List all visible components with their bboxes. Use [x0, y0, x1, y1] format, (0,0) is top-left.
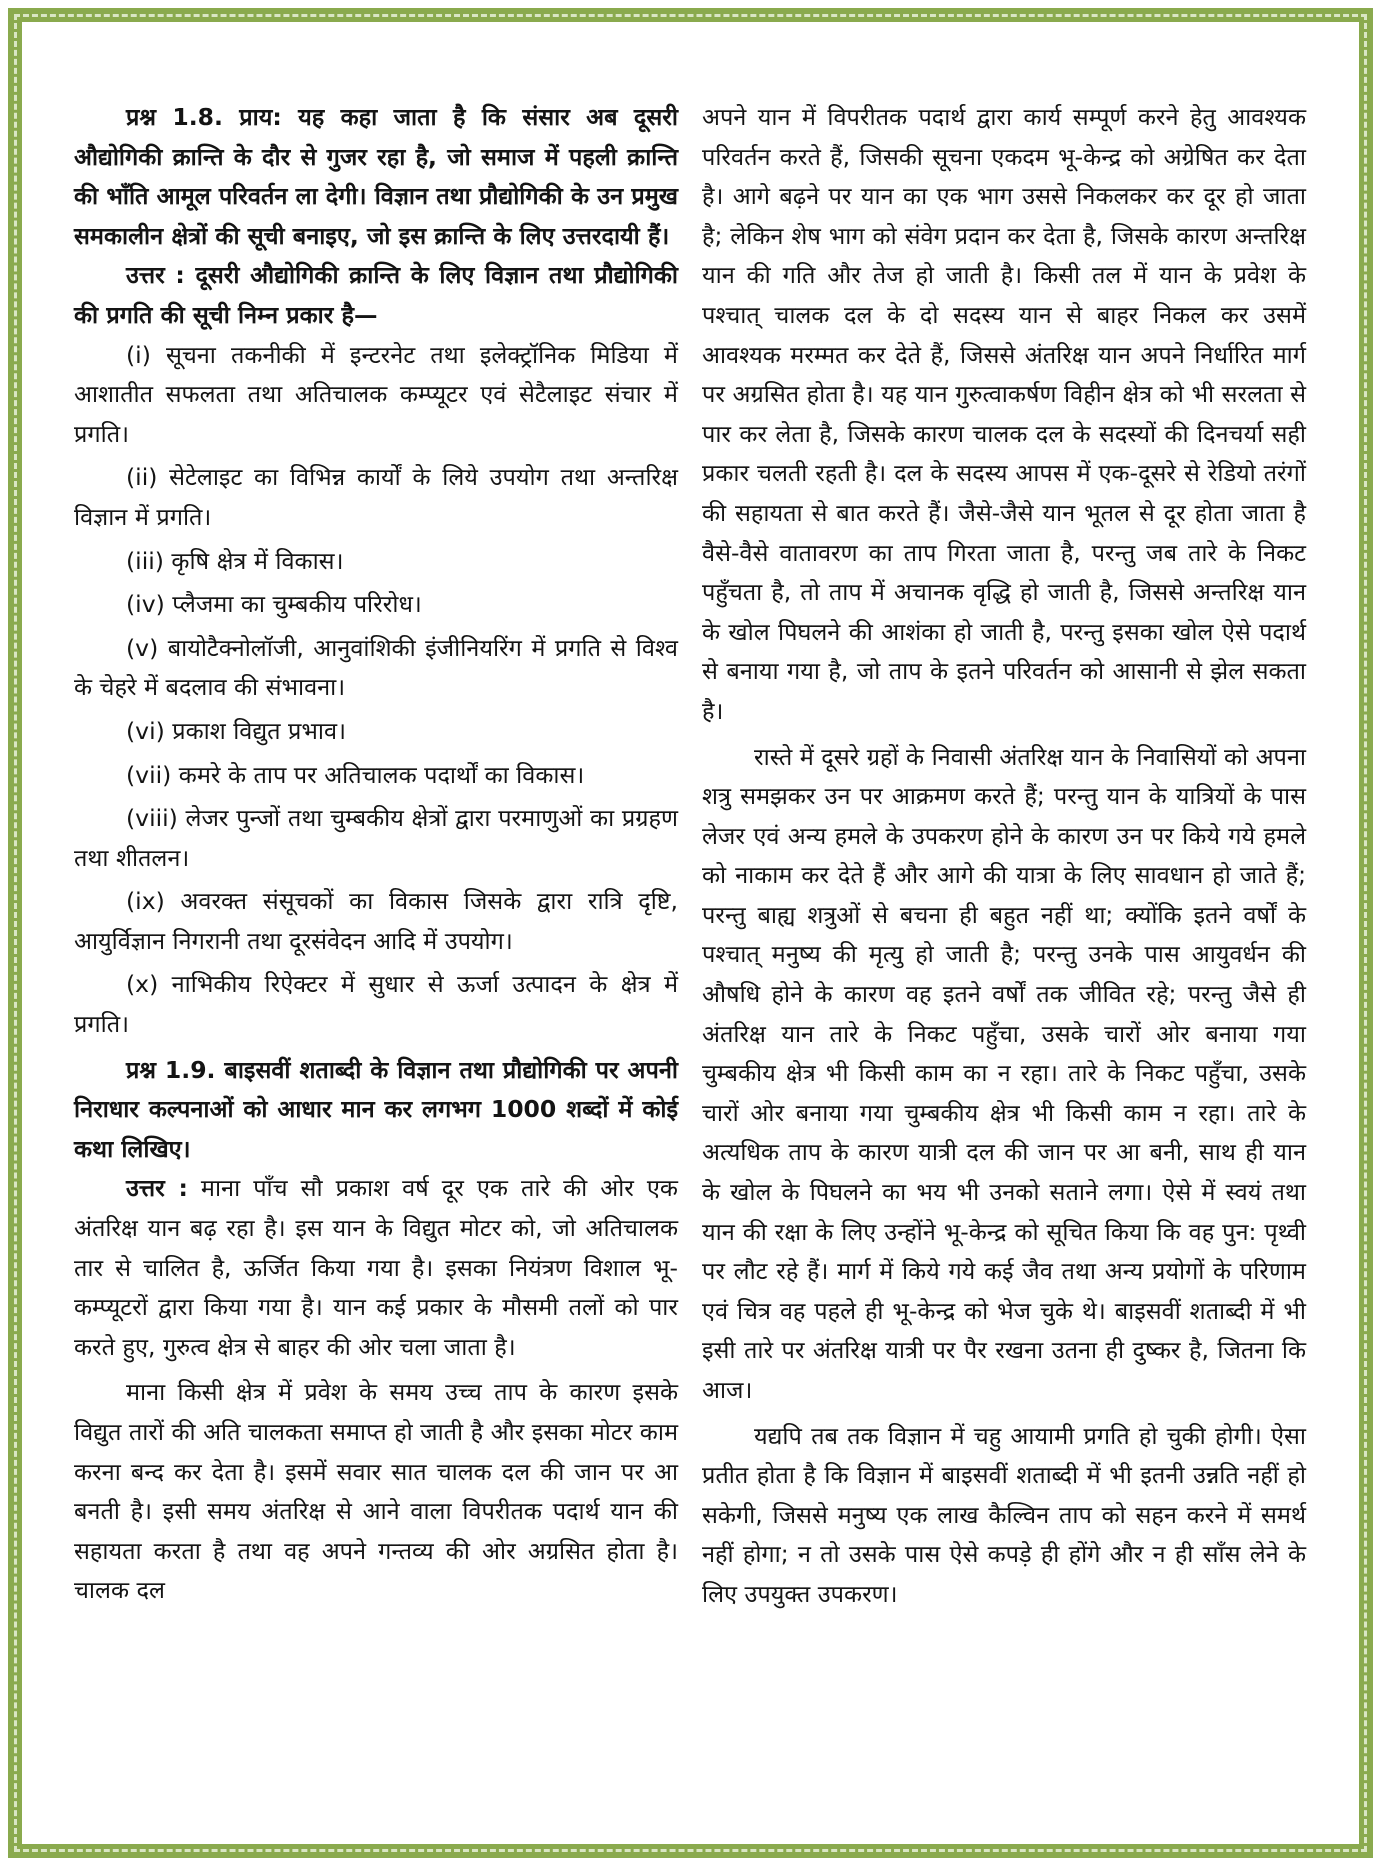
- question-1-9: [74, 1051, 678, 1170]
- question-label: प्रश्न 1.8.: [126, 103, 223, 131]
- question-1-8: [74, 98, 678, 256]
- answer-1-9-para-2: माना किसी क्षेत्र में प्रवेश के समय उच्च ताप के कारण इसके विद्युत तारों की अति चालकता समाप्त हो जाती है और इसका मोटर काम करना बन्द कर देता है। इसमें सवार सात चालक दल की जान पर आ बनती है। इसी समय अंतरिक्ष से आने वाला विपरीतक पदार्थ यान की सहायता करता है तथा वह अपने गन्तव्य की ओर अग्रसित होता है। चालक दल: [74, 1378, 678, 1605]
- answer-1-9-para-3: अपने यान में विपरीतक पदार्थ द्वारा कार्य सम्पूर्ण करने हेतु आवश्यक परिवर्तन करते हैं, जिसकी सूचना एकदम भू-केन्द्र को अग्रेषित कर देता है। आगे बढ़ने पर यान का एक भाग उससे निकलकर कर दूर हो जाता है; लेकिन शेष भाग को संवेग प्रदान कर देता है, जिसके कारण अन्तरिक्ष यान की गति और तेज हो जाती है। किसी तल में यान के प्रवेश के पश्चात् चालक दल के दो सदस्य यान से बाहर निकल कर उसमें आवश्यक मरम्मत कर देते हैं, जिससे अंतरिक्ष यान अपने निर्धारित मार्ग पर अग्रसित होता है। यह यान गुरुत्वाकर्षण विहीन क्षेत्र को भी सरलता से पार कर लेता है, जिसके कारण चालक दल के सदस्यों की दिनचर्या सही प्रकार चलती रहती है। दल के सदस्य आपस में एक-दूसरे से रेडियो तरंगों की सहायता से बात करते हैं। जैसे-जैसे यान भूतल से दूर होता जाता है वैसे-वैसे वातावरण का ताप गिरता जाता है, परन्तु जब तारे के निकट पहुँचता है, तो ताप में अचानक वृद्धि हो जाती है, जिससे अन्तरिक्ष यान के खोल पिघलने की आशंका हो जाती है, परन्तु इसका खोल ऐसे पदार्थ से बनाया गया है, जो ताप के इतने परिवर्तन को आसानी से झेल सकता है।: [702, 103, 1306, 725]
- question-text: प्राय: यह कहा जाता है कि संसार अब दूसरी औद्योगिकी क्रान्ति के दौर से गुजर रहा है, जो समाज में पहली क्रान्ति की भाँति आमूल परिवर्तन ला देगी। विज्ञान तथा प्रौद्योगिकी के उन प्रमुख समकालीन क्षेत्रों की सूची बनाइए, जो इस क्रान्ति के लिए उत्तरदायी हैं।: [74, 103, 678, 250]
- list-item: (vii) कमरे के ताप पर अतिचालक पदार्थों का विकास।: [126, 760, 585, 789]
- answer-1-9-para-1: [74, 1169, 678, 1367]
- answer-1-9-para-5: यद्यपि तब तक विज्ञान में चहु आयामी प्रगति हो चुकी होगी। ऐसा प्रतीत होता है कि विज्ञान में बाइसवीं शताब्दी में भी इतनी उन्नति नहीं हो सकेगी, जिससे मनुष्य एक लाख कैल्विन ताप को सहन करने में समर्थ नहीं होगा; न तो उसके पास ऐसे कपड़े ही होंगे और न ही साँस लेने के लिए उपयुक्त उपकरण।: [702, 1421, 1306, 1608]
- question-text: बाइसवीं शताब्दी के विज्ञान तथा प्रौद्योगिकी पर अपनी निराधार कल्पनाओं को आधार मान कर लगभग 1000 शब्दों में कोई कथा लिखिए।: [74, 1055, 678, 1163]
- list-item: (x) नाभिकीय रिऐक्टर में सुधार से ऊर्जा उत्पादन के क्षेत्र में प्रगति।: [74, 970, 678, 1039]
- answer-label: उत्तर :: [126, 1174, 188, 1203]
- answer-label: उत्तर :: [126, 261, 185, 290]
- question-label: प्रश्न 1.9.: [126, 1055, 216, 1084]
- answer-1-9-para-4: रास्ते में दूसरे ग्रहों के निवासी अंतरिक्ष यान के निवासियों को अपना शत्रु समझकर उन पर आक्रमण करते हैं; परन्तु यान के यात्रियों के पास लेजर एवं अन्य हमले के उपकरण होने के कारण उन पर किये गये हमले को नाकाम कर देते हैं और आगे की यात्रा के लिए सावधान हो जाते हैं; परन्तु बाह्य शत्रुओं से बचना ही बहुत नहीं था; क्योंकि इतने वर्षों के पश्चात् मनुष्य की मृत्यु हो जाती है; परन्तु उनके पास आयुवर्धन की औषधि होने के कारण वह इतने वर्षों तक जीवित रहे; परन्तु जैसे ही अंतरिक्ष यान तारे के निकट पहुँचा, उसके चारों ओर बनाया गया चुम्बकीय क्षेत्र भी किसी काम का न रहा। तारे के निकट पहुँचा, उसके चारों ओर बनाया गया चुम्बकीय क्षेत्र भी किसी काम न रहा। तारे के अत्यधिक ताप के कारण यात्री दल की जान पर आ बनी, साथ ही यान के खोल के पिघलने का भय भी उनको सताने लगा। ऐसे में स्वयं तथा यान की रक्षा के लिए उन्होंने भू-केन्द्र को सूचित किया कि वह पुन: पृथ्वी पर लौट रहे हैं। मार्ग में किये गये कई जैव तथा अन्य प्रयोगों के परिणाम एवं चित्र वह पहले ही भू-केन्द्र को भेज चुके थे। बाइसवीं शताब्दी में भी इसी तारे पर अंतरिक्ष यात्री पर पैर रखना उतना ही दुष्कर है, जितना कि आज।: [702, 742, 1306, 1404]
- answer-text: माना पाँच सौ प्रकाश वर्ष दूर एक तारे की ओर एक अंतरिक्ष यान बढ़ रहा है। इस यान के विद्युत मोटर को, जो अतिचालक तार से चालित है, ऊर्जित किया गया है। इसका नियंत्रण विशाल भू-कम्प्यूटरों द्वारा किया गया है। यान कई प्रकार के मौसमी तलों को पार करते हुए, गुरुत्व क्षेत्र से बाहर की ओर चला जाता है।: [74, 1174, 678, 1361]
- list-item: (iv) प्लैजमा का चुम्बकीय परिरोध।: [126, 590, 422, 619]
- right-column: [702, 98, 1306, 1798]
- answer-1-8-intro: [74, 256, 678, 335]
- document-body: [74, 98, 1306, 1798]
- left-column: [74, 98, 678, 1798]
- list-item: (ix) अवरक्त संसूचकों का विकास जिसके द्वारा रात्रि दृष्टि, आयुर्विज्ञान निगरानी तथा दूरसंवेदन आदि में उपयोग।: [74, 887, 678, 955]
- list-item: (vi) प्रकाश विद्युत प्रभाव।: [126, 716, 346, 745]
- answer-intro: दूसरी औद्योगिकी क्रान्ति के लिए विज्ञान तथा प्रौद्योगिकी की प्रगति की सूची निम्न प्रकार है—: [74, 261, 678, 329]
- list-item: (ii) सेटेलाइट का विभिन्न कार्यों के लिये उपयोग तथा अन्तरिक्ष विज्ञान में प्रगति।: [74, 463, 678, 531]
- list-item: (viii) लेजर पुन्जों तथा चुम्बकीय क्षेत्रों द्वारा परमाणुओं का प्रग्रहण तथा शीतलन।: [74, 804, 678, 872]
- list-item: (iii) कृषि क्षेत्र में विकास।: [126, 546, 344, 575]
- list-item: (i) सूचना तकनीकी में इन्टरनेट तथा इलेक्ट्रॉनिक मिडिया में आशातीत सफलता तथा अतिचालक कम्प्यूटर एवं सेटैलाइट संचार में प्रगति।: [74, 340, 678, 448]
- list-item: (v) बायोटैक्नोलॉजी, आनुवांशिकी इंजीनियरिंग में प्रगति से विश्व के चेहरे में बदलाव की संभावना।: [74, 633, 678, 702]
